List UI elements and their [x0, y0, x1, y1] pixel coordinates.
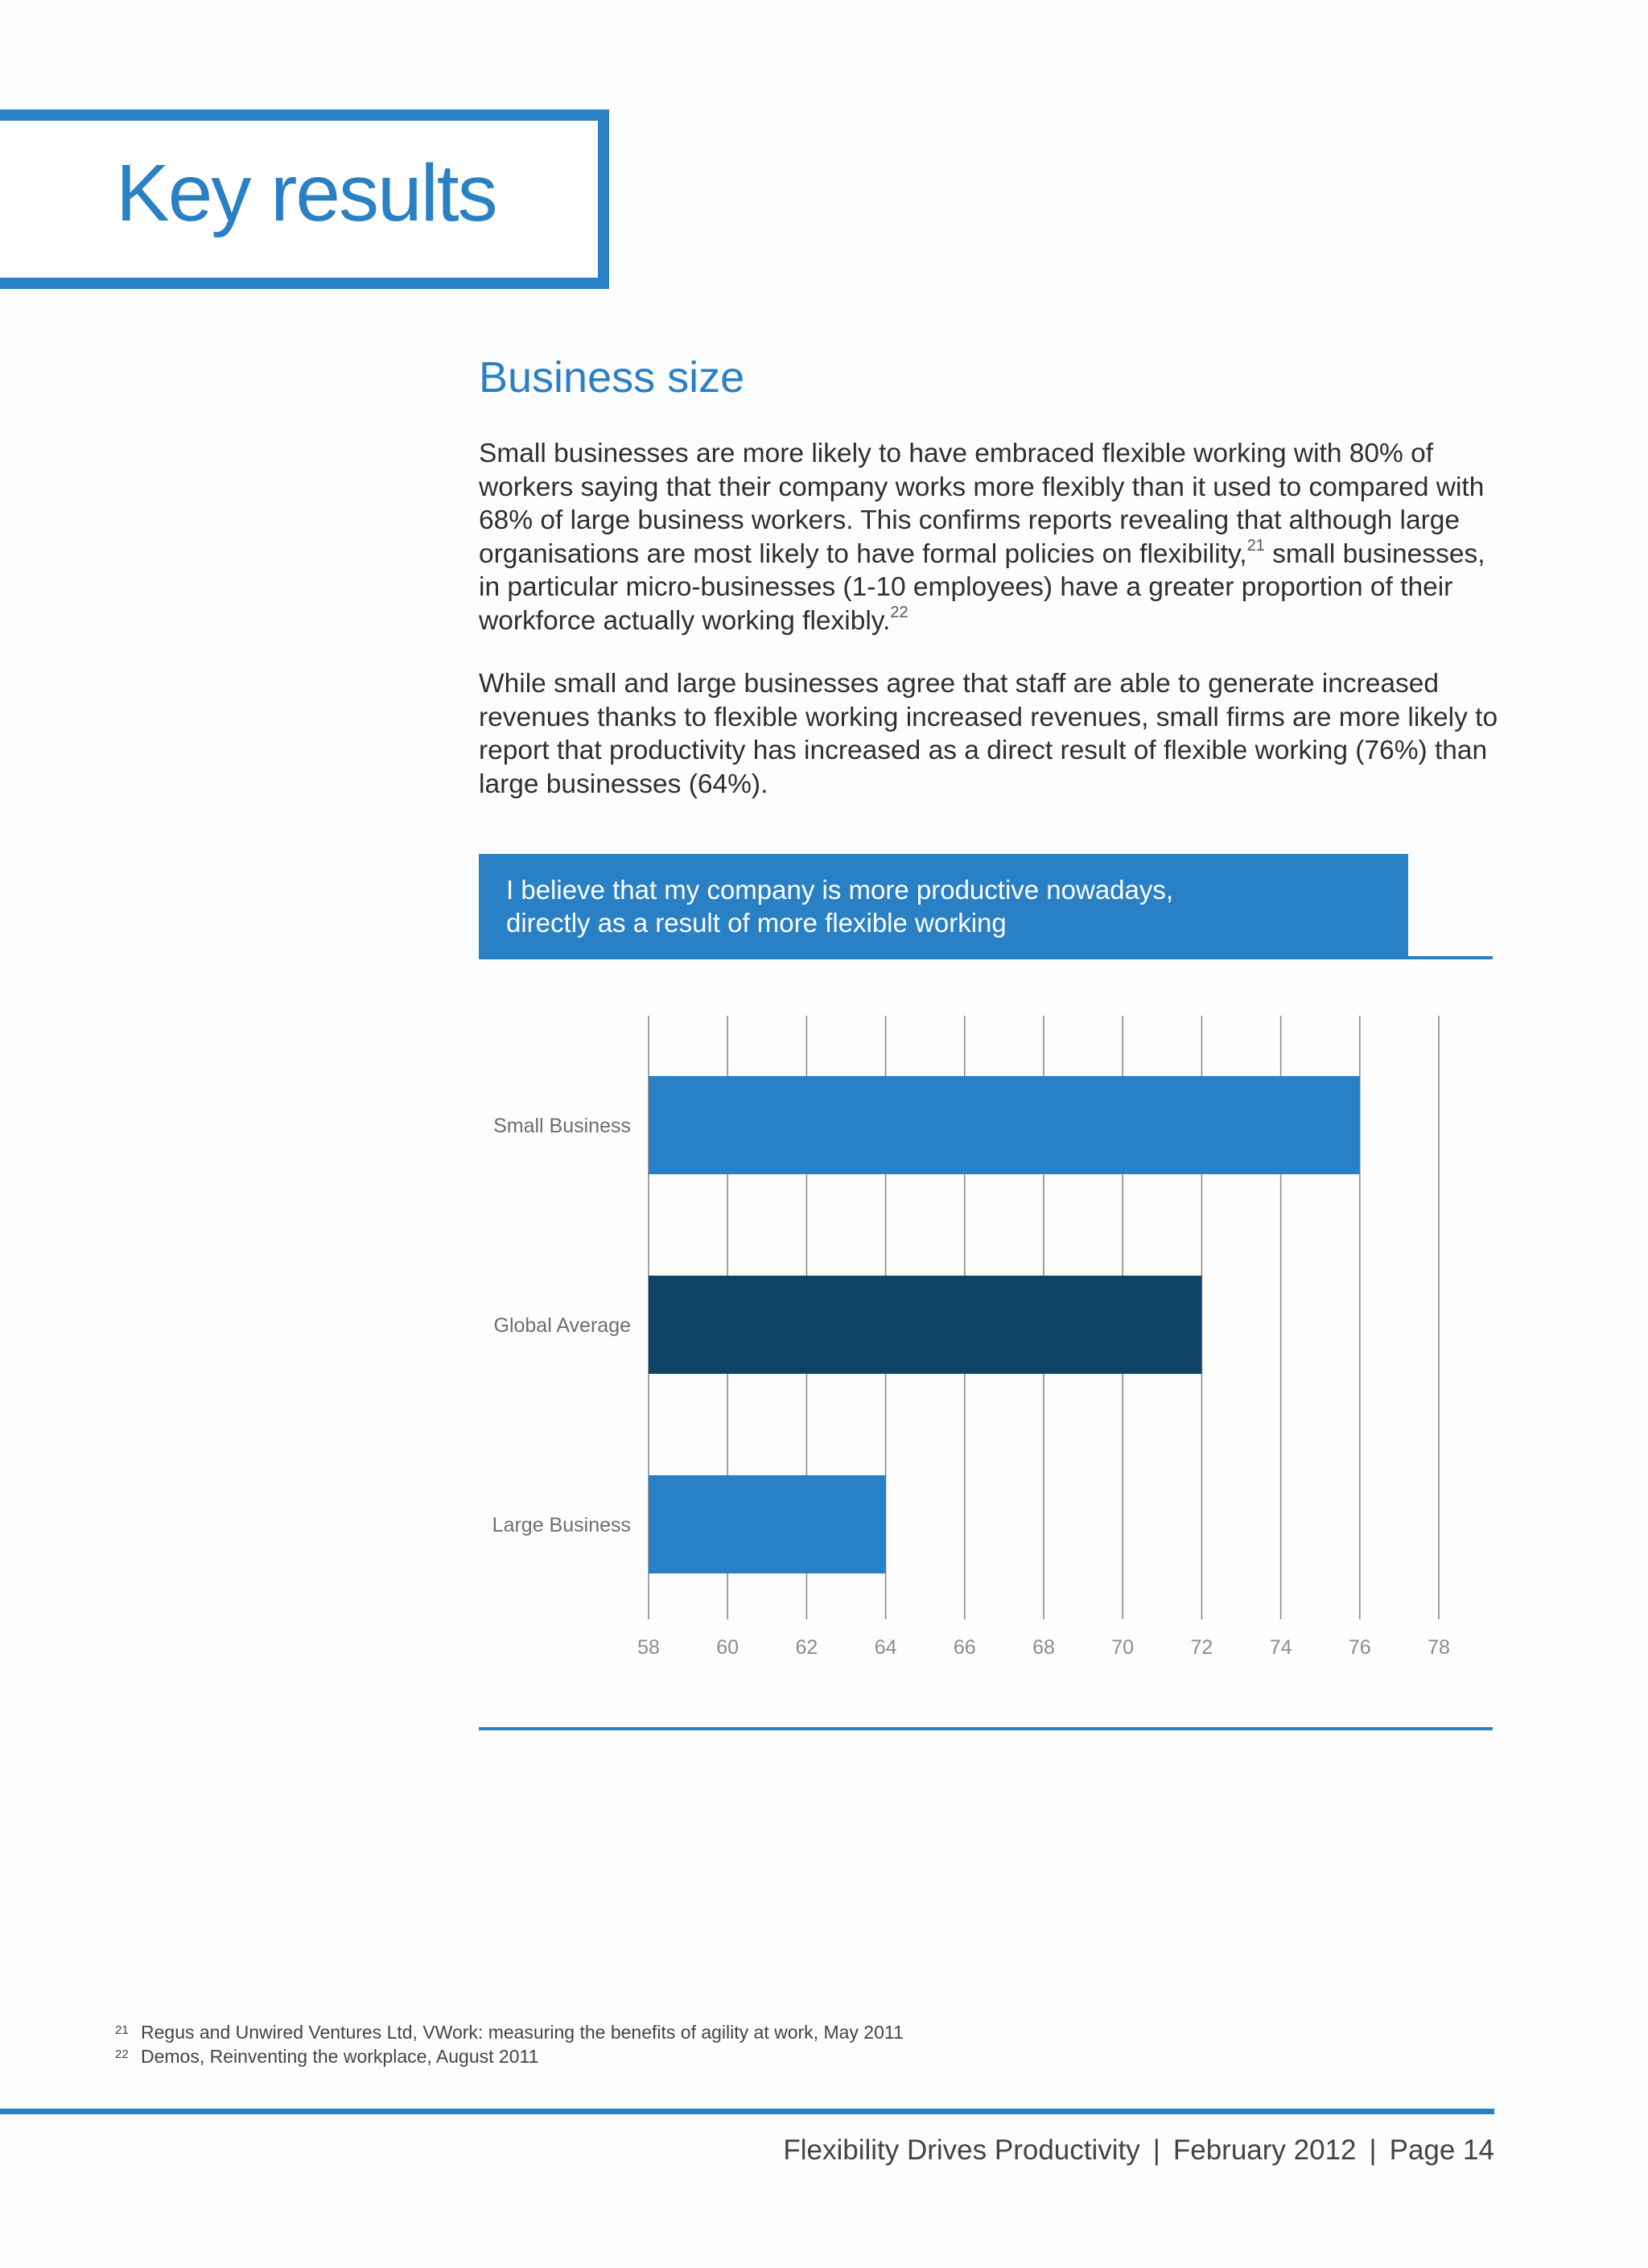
- footnotes: [115, 2020, 904, 2068]
- x-tick-label: 68: [1032, 1636, 1055, 1659]
- bar-large-business: [649, 1475, 886, 1573]
- x-tick-label: 70: [1111, 1636, 1135, 1659]
- x-tick-label: 66: [953, 1636, 976, 1659]
- x-tick-label: 64: [874, 1636, 897, 1659]
- x-tick-label: 58: [637, 1636, 660, 1659]
- paragraph-1-text-a: Small businesses are more likely to have embraced flexible working with 80% of workers saying that their company works more flexibly than it used to compared with 68% of large business workers. This confirms reports revealing that although large organisations are most likely to have formal policies on flexibility,: [479, 439, 1485, 569]
- footnote-ref-21: 21: [1246, 537, 1265, 555]
- category-label: Large Business: [492, 1514, 631, 1536]
- chart-bottom-rule: [479, 1727, 1493, 1730]
- footnote-22: [115, 2044, 904, 2068]
- footnote-text: Regus and Unwired Ventures Ltd, VWork: measuring the benefits of agility at work, May 2011: [141, 2022, 904, 2043]
- footer-date: February 2012: [1172, 2134, 1357, 2166]
- x-tick-label: 60: [716, 1636, 740, 1659]
- x-tick-label: 62: [795, 1636, 818, 1659]
- page-title: Key results: [116, 148, 496, 238]
- footer-rule: [0, 2109, 1494, 2114]
- chart-question-banner: [479, 854, 1408, 959]
- paragraph-1: [479, 437, 1501, 637]
- bar-chart: [479, 990, 1493, 1698]
- banner-line-2: directly as a result of more flexible working: [506, 908, 1007, 938]
- x-tick-label: 74: [1269, 1636, 1292, 1659]
- footer-publication: Flexibility Drives Productivity: [783, 2134, 1140, 2166]
- chart-top-rule: [479, 956, 1493, 959]
- footnote-text: Demos, Reinventing the workplace, August 2011: [141, 2046, 539, 2067]
- paragraph-2: While small and large businesses agree that staff are able to generate increased revenues thanks to flexible working increased revenues, small firms are more likely to report that productivity has increased as a direct result of flexible working (76%) than large businesses (64%).: [479, 669, 1498, 799]
- bar-small-business: [649, 1076, 1360, 1174]
- bar-global-average: [649, 1276, 1201, 1374]
- footnote-number: 22: [115, 2047, 129, 2061]
- footer-separator: |: [1152, 2134, 1160, 2166]
- x-tick-label: 78: [1428, 1636, 1450, 1659]
- paragraph-1-text-b: small businesses, in particular micro-businesses (1-10 employees) have a greater proportion of their workforce actually working flexibly.: [479, 538, 1485, 636]
- bar-chart-svg: [479, 990, 1493, 1698]
- section-heading: Business size: [479, 353, 745, 402]
- footer-page-number: Page 14: [1389, 2134, 1494, 2166]
- banner-line-1: I believe that my company is more productive nowadays,: [506, 875, 1174, 905]
- category-label: Small Business: [493, 1115, 631, 1137]
- footer-separator: |: [1369, 2134, 1377, 2166]
- footnote-21: [115, 2020, 904, 2044]
- category-label: Global Average: [493, 1314, 631, 1337]
- footnote-number: 21: [115, 2023, 129, 2037]
- x-tick-label: 72: [1190, 1636, 1213, 1659]
- page-footer: [783, 2136, 1494, 2164]
- x-tick-label: 76: [1348, 1636, 1371, 1659]
- footnote-ref-22: 22: [890, 604, 908, 622]
